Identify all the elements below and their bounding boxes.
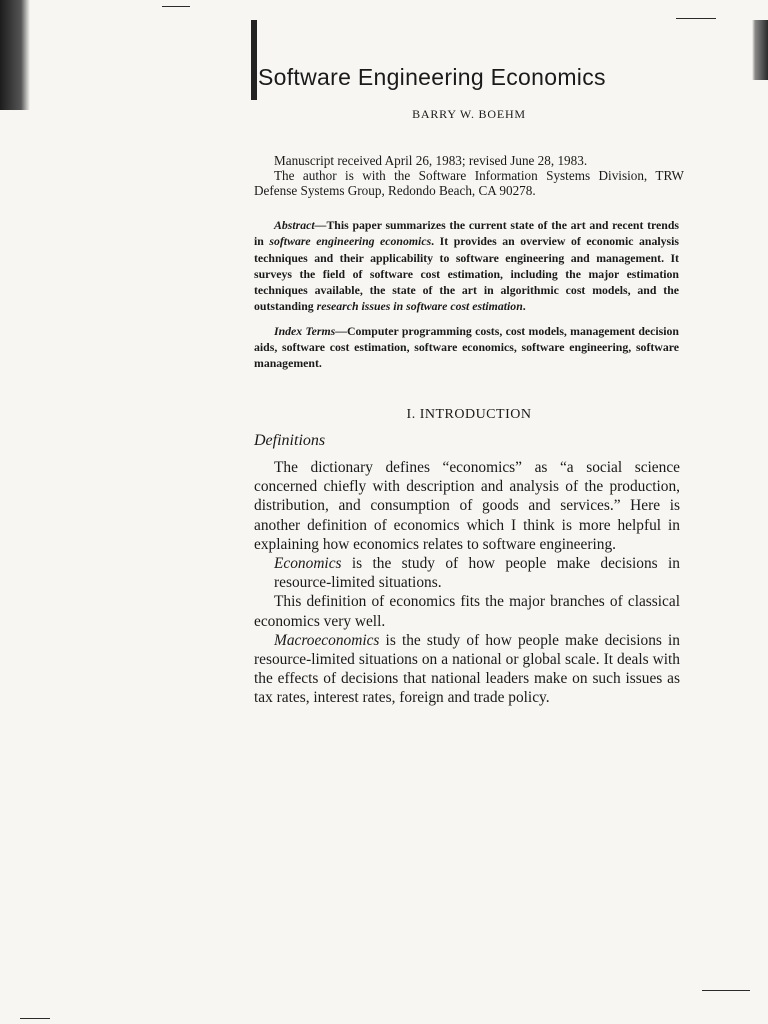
index-terms-text: Computer programming costs, cost models, management decision aids, software cost estimation, software economics, software engineering, software management. xyxy=(254,323,679,371)
scan-mark-top-right xyxy=(752,20,768,80)
scan-line-bottom-right xyxy=(702,990,750,991)
economics-definition xyxy=(254,554,680,592)
abstract-block xyxy=(254,217,679,372)
abstract-text-a: This paper summarizes the current state of the art and recent trends in xyxy=(254,218,679,249)
abstract-paragraph xyxy=(254,217,679,315)
abstract-text-c: . xyxy=(522,299,526,314)
economics-definition-text: is the study of how people make decisions in resource-limited situations. xyxy=(274,555,680,592)
section-heading: I. INTRODUCTION xyxy=(406,407,532,422)
subheading-definitions: Definitions xyxy=(254,432,326,449)
author-affiliation: The author is with the Software Information Systems Division, TRW Defense Systems Group, Redondo Beach, CA 90278. xyxy=(254,168,684,198)
scan-mark-top-left xyxy=(0,0,30,110)
abstract-text-b: . It provides an overview of economic analysis techniques and their applicability to software engineering and management. It surveys the field of software cost estimation, including the major estimation techniques available, the state of the art in algorithmic cost models, and the outstanding xyxy=(254,234,680,314)
body-paragraph-1: The dictionary defines “economics” as “a social science concerned chiefly with description and analysis of the production, distribution, and consumption of goods and services.” Here is another definition of economics which I think is more helpful in explaining how economics relates to software engineering. xyxy=(254,459,680,553)
macroeconomics-term: Macroeconomics xyxy=(274,631,380,649)
index-terms-label: Index Terms— xyxy=(274,323,348,338)
scan-line-top-right xyxy=(676,18,716,19)
paper-title: Software Engineering Economics xyxy=(258,64,606,90)
abstract-italic-b: research issues in software cost estimation xyxy=(316,299,523,314)
manuscript-note xyxy=(254,153,684,198)
scan-line-bottom-left xyxy=(20,1018,50,1019)
author-name: BARRY W. BOEHM xyxy=(412,107,526,121)
body-paragraph-3 xyxy=(254,631,680,708)
scan-line-top xyxy=(162,6,190,7)
body-text xyxy=(254,458,680,708)
manuscript-received: Manuscript received April 26, 1983; revised June 28, 1983. xyxy=(274,153,588,168)
body-paragraph-2: This definition of economics fits the major branches of classical economics very well. xyxy=(254,593,680,630)
index-terms-paragraph xyxy=(254,323,679,372)
title-bar-mark xyxy=(251,20,257,100)
economics-term: Economics xyxy=(274,555,342,573)
abstract-label: Abstract— xyxy=(274,218,327,232)
abstract-italic-a: software engineering economics xyxy=(269,234,432,249)
macroeconomics-text: is the study of how people make decisions in resource-limited situations on a national or global scale. It deals with the effects of decisions that national leaders make on such issues as tax rates, interest rates, foreign and trade policy. xyxy=(254,631,680,707)
